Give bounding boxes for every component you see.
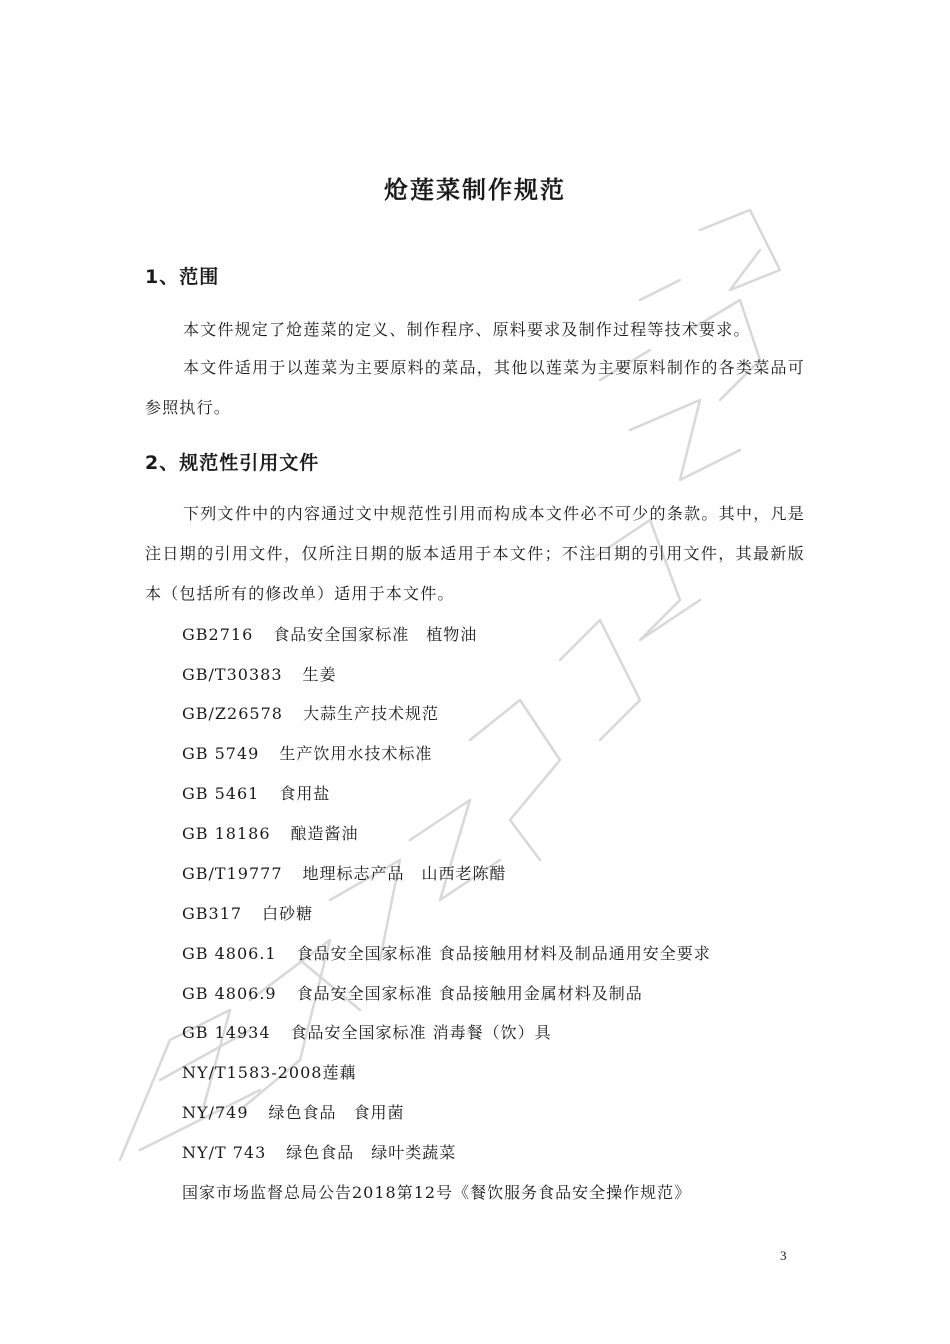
- reference-item: [182, 1140, 456, 1163]
- reference-name: 莲藕: [322, 1063, 357, 1082]
- reference-code: GB/T19777: [182, 864, 283, 883]
- section-2-heading: 2、规范性引用文件: [145, 452, 320, 474]
- reference-name: 食品安全国家标准 食品接触用材料及制品通用安全要求: [296, 944, 711, 963]
- reference-item: [182, 781, 330, 804]
- reference-item: [182, 821, 359, 844]
- reference-code: GB 4806.1: [182, 944, 277, 963]
- section-1-paragraph-2: 本文件适用于以莲菜为主要原料的菜品，其他以莲菜为主要原料制作的各类菜品可参照执行。: [145, 358, 805, 417]
- reference-item: [182, 861, 507, 884]
- reference-name: 大蒜生产技术规范: [302, 704, 439, 723]
- reference-code: GB/Z26578: [182, 704, 283, 723]
- reference-item: [182, 901, 313, 924]
- reference-name: 食品安全国家标准 植物油: [273, 625, 478, 644]
- reference-item: [182, 701, 439, 724]
- reference-code: GB317: [182, 904, 243, 923]
- reference-item: [182, 981, 643, 1004]
- document-title: 炝莲菜制作规范: [384, 176, 566, 204]
- reference-code: NY/T1583-2008: [182, 1063, 323, 1082]
- reference-name: 食品安全国家标准 食品接触用金属材料及制品: [296, 984, 643, 1003]
- reference-code: GB 5461: [182, 784, 260, 803]
- reference-name: 酿造酱油: [290, 824, 359, 843]
- reference-item: [182, 1100, 405, 1123]
- reference-item: [182, 662, 337, 685]
- reference-name: 生产饮用水技术标准: [279, 744, 433, 763]
- reference-name: 食用盐: [279, 784, 331, 803]
- reference-code: GB 4806.9: [182, 984, 277, 1003]
- reference-name: 白砂糖: [262, 904, 314, 923]
- reference-item: [182, 1020, 552, 1043]
- reference-item: [182, 741, 432, 764]
- reference-name: 食品安全国家标准 消毒餐（饮）具: [290, 1023, 552, 1042]
- reference-name: 国家市场监督总局公告2018第12号《餐饮服务食品安全操作规范》: [182, 1183, 692, 1202]
- page-number: 3: [780, 1248, 787, 1263]
- reference-item: [182, 941, 711, 964]
- reference-code: NY/749: [182, 1103, 249, 1122]
- reference-code: NY/T 743: [182, 1143, 267, 1162]
- reference-code: GB2716: [182, 625, 254, 644]
- reference-name: 绿色食品 绿叶类蔬菜: [286, 1143, 457, 1162]
- reference-item: [182, 1180, 691, 1203]
- reference-code: GB/T30383: [182, 665, 283, 684]
- reference-name: 生姜: [302, 665, 337, 684]
- reference-code: GB 14934: [182, 1023, 271, 1042]
- reference-name: 绿色食品 食用菌: [268, 1103, 405, 1122]
- reference-item: [182, 1060, 356, 1083]
- reference-code: GB 18186: [182, 824, 271, 843]
- reference-code: GB 5749: [182, 744, 260, 763]
- reference-item: [182, 622, 477, 645]
- section-1-paragraph-1: 本文件规定了炝莲菜的定义、制作程序、原料要求及制作过程等技术要求。: [183, 320, 751, 339]
- section-2-paragraph-1: 下列文件中的内容通过文中规范性引用而构成本文件必不可少的条款。其中，凡是注日期的引用文件，仅所注日期的版本适用于本文件；不注日期的引用文件，其最新版本（包括所有的修改单）适用于本文件。: [145, 504, 805, 603]
- section-1-heading: 1、范围: [145, 266, 220, 288]
- reference-name: 地理标志产品 山西老陈醋: [302, 864, 507, 883]
